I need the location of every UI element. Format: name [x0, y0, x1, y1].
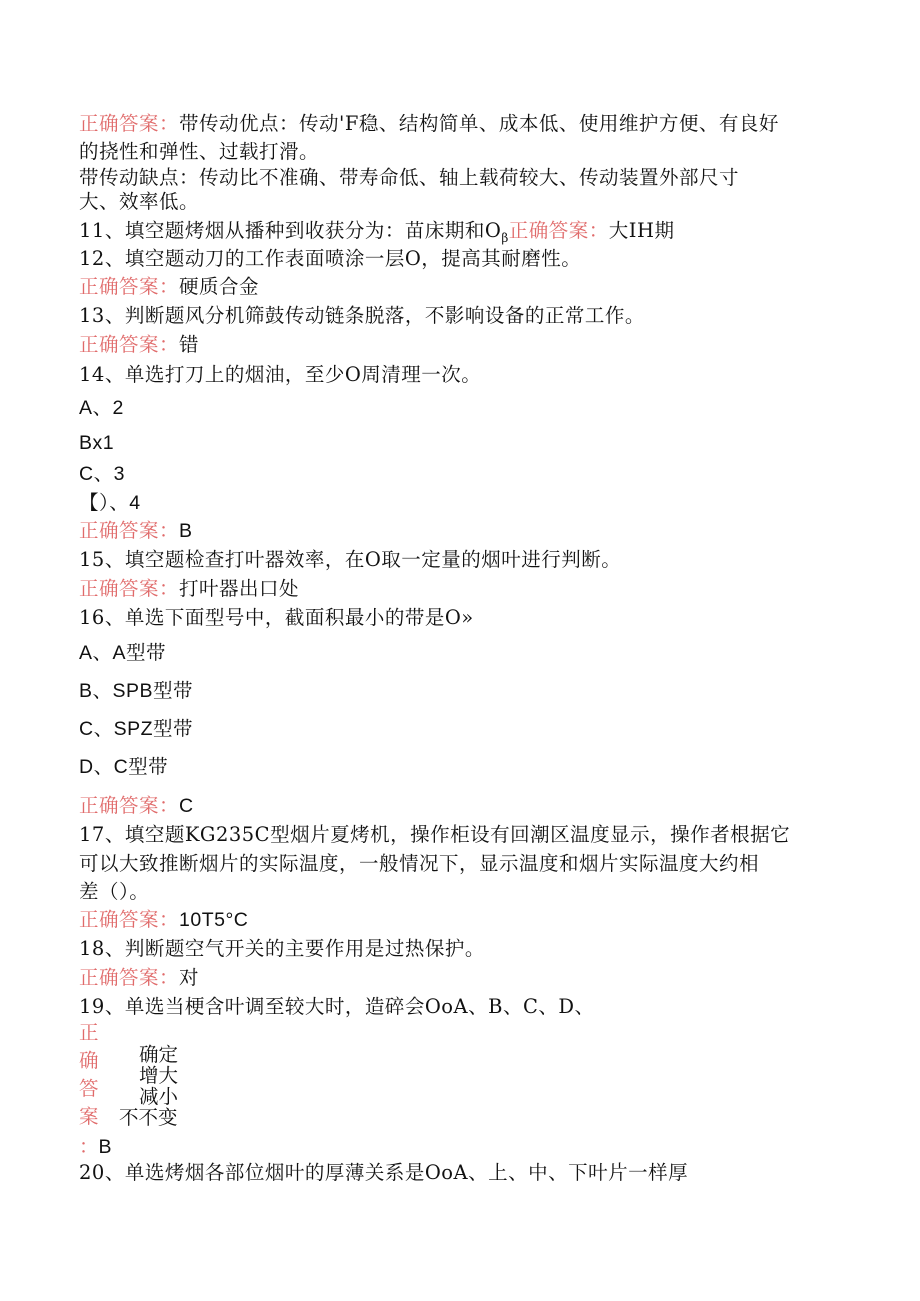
answer-label: 正确答案：	[79, 577, 180, 600]
answer-text: B	[179, 520, 193, 542]
question-14-answer	[79, 518, 193, 544]
answer-label: 正确答案：	[79, 112, 180, 135]
question-19: 19、单选当梗含叶调至较大时，造碎会OoA、B、C、D、	[79, 995, 595, 1018]
q14-option-d: 【）、4	[79, 492, 141, 514]
question-13: 13、判断题风分机筛鼓传动链条脱落，不影响设备的正常工作。	[79, 304, 645, 327]
q16-option-d: D、C型带	[79, 756, 169, 778]
answer-label: 正确答案：	[79, 908, 180, 931]
question-18-answer	[79, 965, 199, 991]
question-17-line-2: 可以大致推断烟片的实际温度，一般情况下，显示温度和烟片实际温度大约相	[79, 852, 760, 875]
q19-label-char: 案	[79, 1105, 99, 1128]
answer-label: 正确答案：	[79, 333, 180, 356]
q19-label-char: 确	[79, 1049, 99, 1072]
question-17-answer	[79, 907, 248, 933]
question-17-line-1: 17、填空题KG235C型烟片夏烤机，操作柜设有回潮区温度显示，操作者根据它	[79, 823, 791, 846]
q19-label-colon: ：	[79, 1135, 99, 1158]
q10-answer-line-1	[79, 111, 779, 137]
question-18: 18、判断题空气开关的主要作用是过热保护。	[79, 937, 485, 960]
answer-text: C	[179, 795, 194, 817]
q10-answer-line-2: 的挠性和弹性、过载打滑。	[79, 140, 320, 163]
q16-option-c: C、SPZ型带	[79, 718, 194, 740]
question-15: 15、填空题检查打叶器效率，在O取一定量的烟叶进行判断。	[79, 548, 622, 571]
answer-text: 硬质合金	[179, 275, 260, 298]
question-12: 12、填空题动刀的工作表面喷涂一层O，提高其耐磨性。	[79, 247, 582, 270]
q19-label-char: 答	[79, 1077, 99, 1100]
q10-answer-line-3: 带传动缺点：传动比不准确、带寿命低、轴上载荷较大、传动装置外部尺寸	[79, 166, 740, 189]
question-14: 14、单选打刀上的烟油，至少O周清理一次。	[79, 363, 482, 386]
answer-text: B	[98, 1136, 112, 1158]
q10-answer-line-4: 大、效率低。	[79, 190, 200, 213]
q16-option-a: A、A型带	[79, 642, 167, 664]
answer-text: 打叶器出口处	[179, 577, 300, 600]
question-16: 16、单选下面型号中，截面积最小的带是O»	[79, 606, 474, 629]
question-12-answer	[79, 274, 259, 300]
answer-text: 对	[179, 966, 200, 989]
answer-text: 错	[179, 333, 200, 356]
q14-option-b: Bx1	[79, 432, 115, 454]
answer-label: 正确答案：	[79, 275, 180, 298]
question-16-answer	[79, 793, 194, 819]
q19-label-char: 正	[79, 1021, 99, 1044]
answer-text: 带传动优点：传动'F稳、结构简单、成本低、使用维护方便、有良好	[179, 112, 779, 135]
q19-option: 增大	[139, 1064, 179, 1087]
question-15-answer	[79, 576, 299, 602]
question-text: 11、填空题烤烟从播种到收获分为：苗床期和O	[79, 219, 502, 242]
q19-option: 确定	[139, 1043, 179, 1066]
question-17-line-3: 差（）。	[79, 880, 150, 903]
question-20: 20、单选烤烟各部位烟叶的厚薄关系是OoA、上、中、下叶片一样厚	[79, 1161, 689, 1184]
answer-text: 10T5°C	[179, 909, 249, 931]
answer-label: 正确答案：	[79, 966, 180, 989]
q14-option-a: A、2	[79, 397, 124, 419]
answer-label: 正确答案：	[79, 519, 180, 542]
subscript: β	[501, 230, 509, 245]
question-13-answer	[79, 332, 199, 358]
answer-text: 大IH期	[608, 219, 675, 242]
q19-option: 减小	[139, 1085, 179, 1108]
answer-label: 正确答案：	[508, 219, 609, 242]
q19-answer	[79, 1134, 112, 1160]
q14-option-c: C、3	[79, 463, 125, 485]
q16-option-b: B、SPB型带	[79, 680, 194, 702]
q19-option: 不不变	[119, 1106, 178, 1129]
answer-label: 正确答案：	[79, 794, 180, 817]
